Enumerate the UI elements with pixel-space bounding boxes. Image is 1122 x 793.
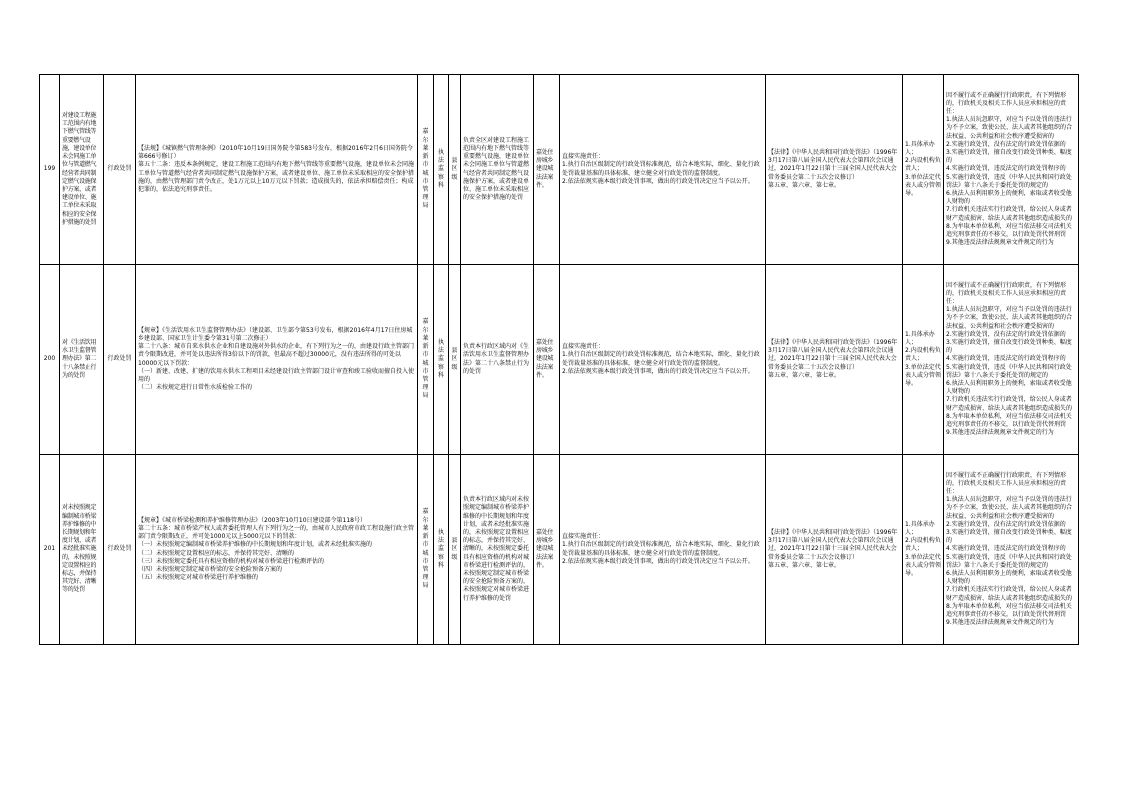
row-number: 199 [40, 75, 60, 265]
responsibility-table [39, 74, 1079, 645]
duty-scope: 负责本行政区域内对《生活饮用水卫生监督管理办法》第二十八条禁止行为的处罚 [461, 265, 534, 455]
level: 县区级 [449, 75, 461, 265]
department-duty: 嘉处住房城乡建设城法法案件。 [534, 455, 560, 645]
implementation-responsibility: 直接实施责任： 1.执行自治区级制定的行政处罚标准规范，结合本地实际，细化、量化行政处罚裁量基准的具体标准，建立健全对行政处罚的监督制度。 2.依法依规实施本级行政处罚事项，做出的行政处罚决定应当予以公开。 [560, 75, 766, 265]
table-row [40, 75, 1079, 265]
responsible-subject: 1.具体承办人； 2.内设机构负责人； 3.单位法定代表人或分管领导。 [903, 265, 944, 455]
row-number: 201 [40, 455, 60, 645]
row-number: 200 [40, 265, 60, 455]
duty-scope: 负责本行政区域内对未按照规定编制城市桥梁养护维修的中长期规划和年度计划，或者未经批准实施的，未按照规定设置相应的标志，并保持其完好、清晰的，未按照规定委托具有相应资格的机构对城市桥梁进行检测评估的，未按照规定制定城市桥梁的安全抢险预备方案的，未按照规定对城市桥梁进行养护维修的处罚 [461, 455, 534, 645]
legal-basis: 【法规】《城镇燃气管理条例》（2010年10月19日国务院令第583号发布，根据2016年2月6日国务院令第666号修订） 第五十二条：违反本条例规定，建设工程施工范围内有地下燃气管线等重要燃气设施，建设单位未会同施工单位与管道燃气经营者共同制定燃气设施保护方案，或者建设单位、施工单位未采取相应的安全保护措施的，由燃气管理部门责令改正，处1万元以上10万元以下罚款；造成损失的，依法承担赔偿责任；构成犯罪的，依法追究刑事责任。 [136, 75, 418, 265]
level: 县区级 [449, 265, 461, 455]
department: 嘉尔莱新市城市管理局 [418, 265, 434, 455]
department: 嘉尔莱新市城市管理局 [418, 75, 434, 265]
table-row [40, 455, 1079, 645]
implementation-responsibility: 直接实施责任： 1.执行自治区级制定的行政处罚标准规范，结合本地实际，细化、量化行政处罚裁量基准的具体标准，建立健全对行政处罚的监督制度。 2.依法依规实施本级行政处罚事项，做出的行政处罚决定应当予以公开。 [560, 455, 766, 645]
implementing-unit: 执法监察科 [434, 455, 449, 645]
accountability-cases: 因不履行或不正确履行行政职责，有下列情形的，行政机关及相关工作人员应承担相应的责任： 1.执法人员玩忽职守，对应当予以处罚的违法行为不予立案，致使公民、法人或者其他组织的合法权益、公共利益和社会秩序遭受损害的 2.实施行政处罚，没有法定的行政处罚依据的 3.实施行政处罚，擅自改变行政处罚种类、幅度的 4.实施行政处罚，违反法定的行政处罚程序的 5.实施行政处罚，违反《中华人民共和国行政处罚法》第十八条关于委托处罚的规定的 6.执法人员利用职务上的便利，索取或者收受他人财物的 7.行政机关违法实行行政处罚，给公民人身或者财产造成损害、给法人或者其他组织造成损失的 8.为牟取本单位私利，对应当依法移交司法机关追究刑事责任的不移交，以行政处罚代替刑罚 9.其他违反法律法规规章文件规定的行为 [944, 75, 1079, 265]
implementing-unit: 执法监察科 [434, 265, 449, 455]
table-row [40, 265, 1079, 455]
department-duty: 嘉处住房城乡建设城法法案件。 [534, 75, 560, 265]
department: 嘉尔莱新市城市管理局 [418, 455, 434, 645]
accountability-cases: 因不履行或不正确履行行政职责，有下列情形的，行政机关及相关工作人员应承担相应的责任： 1.执法人员玩忽职守，对应当予以处罚的违法行为不予立案，致使公民、法人或者其他组织的合法权益、公共利益和社会秩序遭受损害的 2.实施行政处罚，没有法定的行政处罚依据的 3.实施行政处罚，擅自改变行政处罚种类、幅度的 4.实施行政处罚，违反法定的行政处罚程序的 5.实施行政处罚，违反《中华人民共和国行政处罚法》第十八条关于委托处罚的规定的 6.执法人员利用职务上的便利，索取或者收受他人财物的 7.行政机关违法实行行政处罚，给公民人身或者财产造成损害、给法人或者其他组织造成损失的 8.为牟取本单位私利，对应当依法移交司法机关追究刑事责任的不移交，以行政处罚代替刑罚 9.其他违反法律法规规章文件规定的行为 [944, 455, 1079, 645]
duty-scope: 负责全区对建设工程施工范围内有地下燃气管线等重要燃气设施，建设单位未会同施工单位与管道燃气经营者共同制定燃气设施保护方案，或者建设单位、施工单位未采取相应的安全保护措施的处罚 [461, 75, 534, 265]
responsible-subject: 1.具体承办人； 2.内设机构负责人； 3.单位法定代表人或分管领导。 [903, 455, 944, 645]
accountability-cases: 因不履行或不正确履行行政职责，有下列情形的，行政机关及相关工作人员应承担相应的责任： 1.执法人员玩忽职守，对应当予以处罚的违法行为不予立案，致使公民、法人或者其他组织的合法权益、公共利益和社会秩序遭受损害的 2.实施行政处罚，没有法定的行政处罚依据的 3.实施行政处罚，擅自改变行政处罚种类、幅度的 4.实施行政处罚，违反法定的行政处罚程序的 5.实施行政处罚，违反《中华人民共和国行政处罚法》第十八条关于委托处罚的规定的 6.执法人员利用职务上的便利，索取或者收受他人财物的 7.行政机关违法实行行政处罚，给公民人身或者财产造成损害、给法人或者其他组织造成损失的 8.为牟取本单位私利，对应当依法移交司法机关追究刑事责任的不移交，以行政处罚代替刑罚 9.其他违反法律法规规章文件规定的行为 [944, 265, 1079, 455]
level: 县区级 [449, 455, 461, 645]
department-duty: 嘉处住房城乡建设城法法案件。 [534, 265, 560, 455]
item-name: 对《生活饮用水卫生监督管理办法》第二十八条禁止行为的处罚 [60, 265, 104, 455]
item-type: 行政处罚 [104, 265, 136, 455]
accountability-basis: 【法律】《中华人民共和国行政处罚法》（1996年3月17日第八届全国人民代表大会第四次会议通过，2021年1月22日第十三届全国人民代表大会常务委员会第二十五次会议修订） 第五章、第六章、第七章。 [766, 455, 903, 645]
item-type: 行政处罚 [104, 455, 136, 645]
item-name: 对未按照规定编制城市桥梁养护维修的中长期规划和年度计划，或者未经批准实施的，未按照规定设置相应的标志，并保持其完好、清晰等的处罚 [60, 455, 104, 645]
legal-basis: 【规章】《城市桥梁检测和养护维修管理办法》（2003年10月10日建设部令第118号） 第二十五条：城市桥梁产权人或者委托管理人有下列行为之一的，由城市人民政府市政工程设施行政主管部门责令限期改正，并可处1000元以上5000元以下的罚款： （一）未按照规定编制城市桥梁养护维修的中长期规划和年度计划，或者未经批准实施的 （二）未按照规定设置相应的标志，并保持其完好、清晰的 （三）未按照规定委托具有相应资格的机构对城市桥梁进行检测评估的 （四）未按照规定制定城市桥梁的安全抢险预备方案的 （五）未按照规定对城市桥梁进行养护维修的 [136, 455, 418, 645]
item-name: 对建设工程施工范围内有地下燃气管线等重要燃气设施，建设单位未会同施工单位与管道燃气经营者共同制定燃气设施保护方案，或者建设单位、施工单位未采取相应的安全保护措施的处罚 [60, 75, 104, 265]
responsible-subject: 1.具体承办人； 2.内设机构负责人； 3.单位法定代表人或分管领导。 [903, 75, 944, 265]
item-type: 行政处罚 [104, 75, 136, 265]
implementation-responsibility: 直接实施责任： 1.执行自治区级制定的行政处罚标准规范，结合本地实际，细化、量化行政处罚裁量基准的具体标准，建立健全对行政处罚的监督制度。 2.依法依规实施本级行政处罚事项，做出的行政处罚决定应当予以公开。 [560, 265, 766, 455]
implementing-unit: 执法监察科 [434, 75, 449, 265]
accountability-basis: 【法律】《中华人民共和国行政处罚法》（1996年3月17日第八届全国人民代表大会第四次会议通过，2021年1月22日第十三届全国人民代表大会常务委员会第二十五次会议修订） 第五章、第六章、第七章。 [766, 265, 903, 455]
accountability-basis: 【法律】《中华人民共和国行政处罚法》（1996年3月17日第八届全国人民代表大会第四次会议通过，2021年1月22日第十三届全国人民代表大会常务委员会第二十五次会议修订） 第五章、第六章、第七章。 [766, 75, 903, 265]
legal-basis: 【规章】《生活饮用水卫生监督管理办法》（建设部、卫生部令第53号发布，根据2016年4月17日住房城乡建设部、国家卫生计生委令第31号第二次修正） 第二十八条：城市自来水供水企业和自建设施对外供水的企业，有下列行为之一的，由建设行政主管部门责令限期改进，并可处以违法所得3倍以下的罚款，但最高不超过30000元，没有违法所得的可处以10000元以下罚款： （一）新建、改建、扩建的饮用水供水工程项目未经建设行政主管部门设计审查和竣工验收而擅自投入使用的 （二）未按规定进行日常性水质检验工作的 [136, 265, 418, 455]
